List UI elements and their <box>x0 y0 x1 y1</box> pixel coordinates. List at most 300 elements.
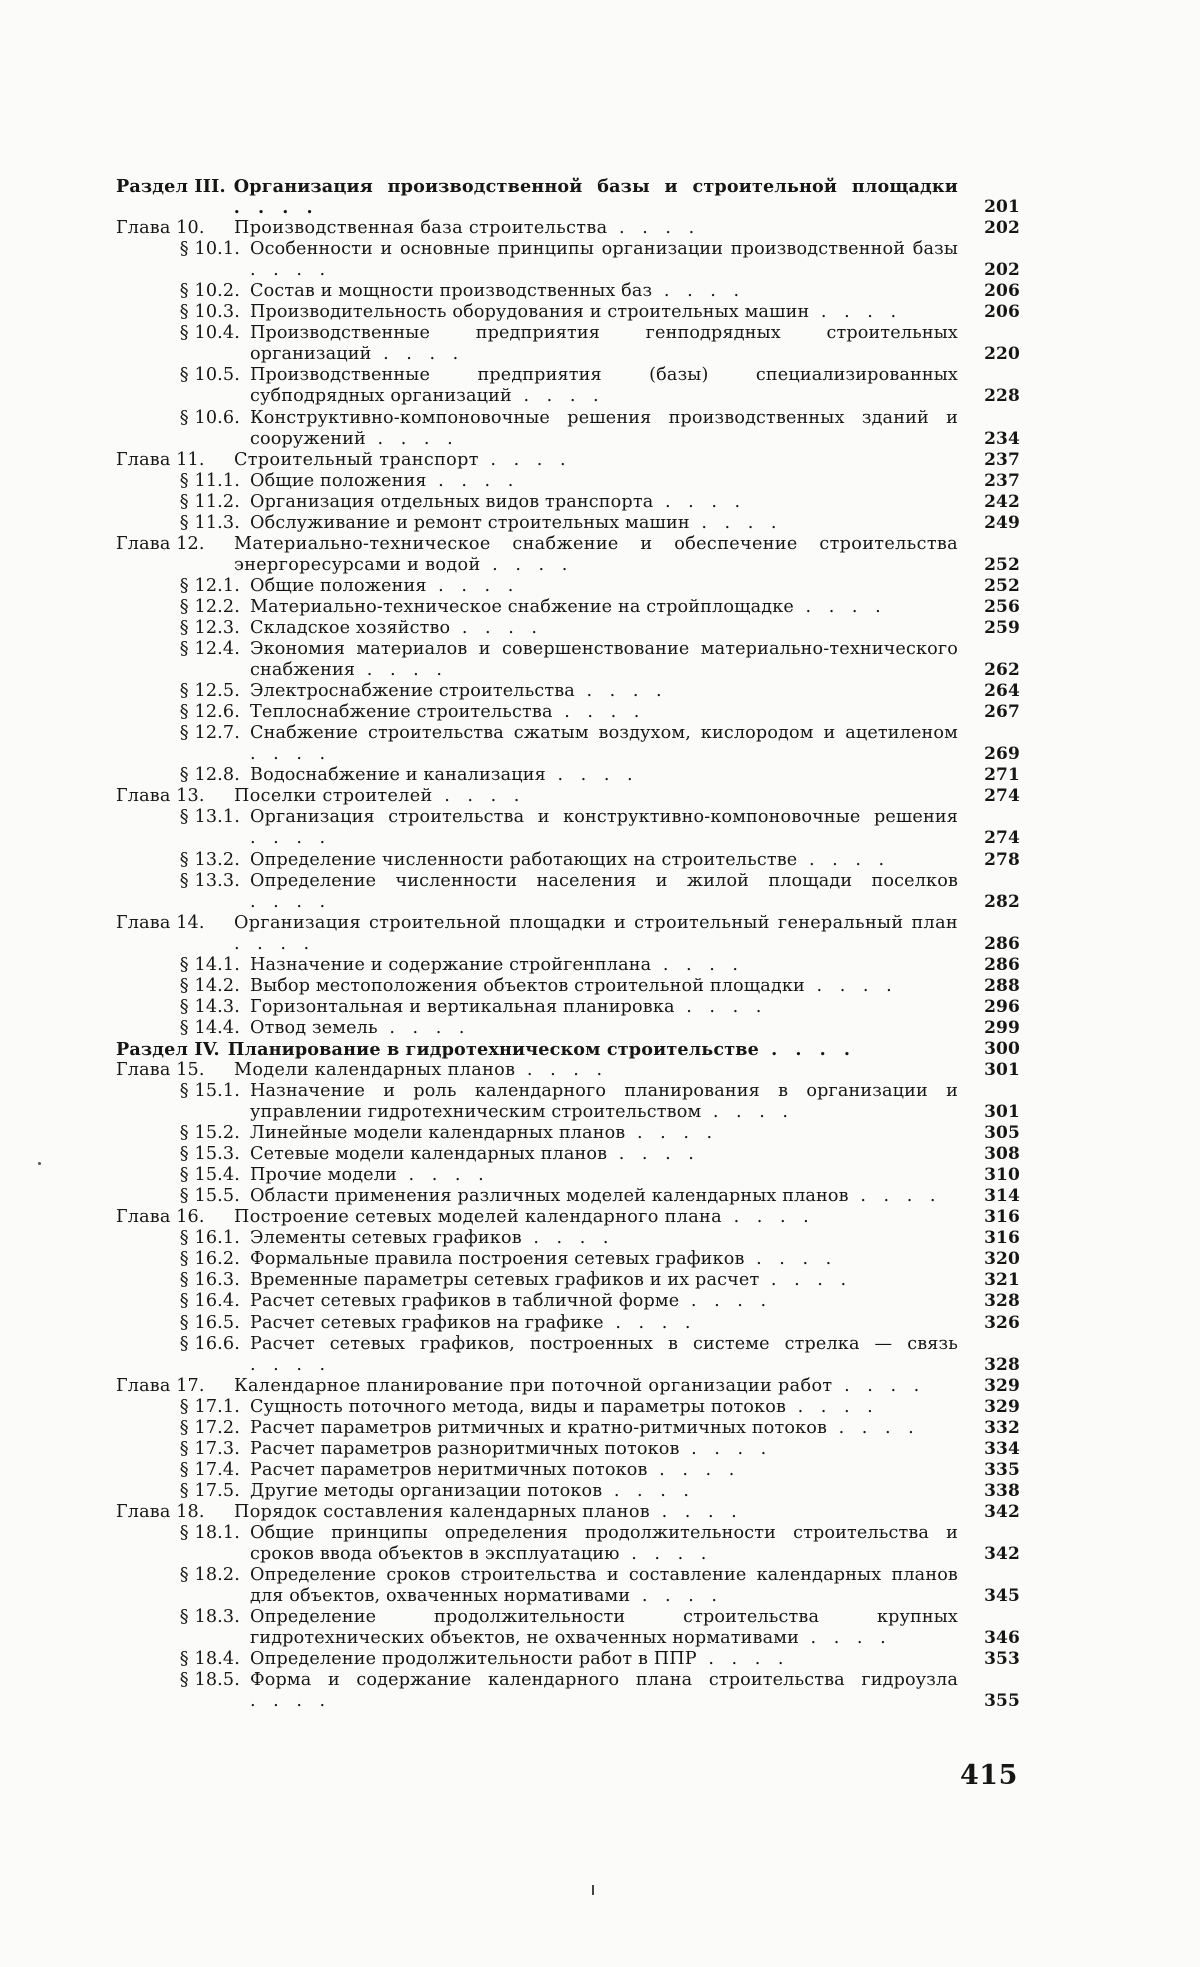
toc-entry-number: § 16.4. <box>179 1291 240 1312</box>
toc-entry-number: Глава 14. <box>116 912 205 933</box>
toc-page-number: 328 <box>984 1354 1020 1375</box>
toc-entry-title: Отвод земель . . . . <box>250 1017 471 1038</box>
toc-entry-number: Раздел IV. <box>116 1038 220 1060</box>
toc-entry-text <box>116 1123 958 1144</box>
toc-page-number: 271 <box>984 765 1020 786</box>
toc-entry-title: Расчет сетевых графиков в табличной форме . . . . <box>250 1291 773 1312</box>
toc-page-number: 278 <box>984 849 1020 870</box>
toc-leader-dots: . . . . <box>797 849 891 870</box>
toc-page-number: 267 <box>984 702 1020 723</box>
toc-page-number: 353 <box>984 1649 1020 1670</box>
toc-entry-text <box>116 1481 958 1502</box>
toc-leader-dots: . . . . <box>545 765 639 786</box>
toc-entry-title: Назначение и содержание стройгенплана . . . . <box>250 954 744 975</box>
toc-page-number: 237 <box>984 449 1020 470</box>
toc-entry-number: § 15.4. <box>179 1165 240 1186</box>
toc-entry-text <box>116 1081 958 1123</box>
toc-leader-dots: . . . . <box>647 1459 741 1480</box>
toc-chapter-entry <box>116 1060 1020 1081</box>
toc-leader-dots: . . . . <box>521 1228 615 1249</box>
toc-entry-number: § 18.4. <box>179 1649 240 1670</box>
toc-paragraph-entry <box>116 1649 1020 1670</box>
toc-page-number: 264 <box>984 681 1020 702</box>
toc-page-number: 346 <box>984 1628 1020 1649</box>
toc-entry-number: § 13.1. <box>179 807 240 828</box>
toc-page-number: 274 <box>984 828 1020 849</box>
toc-entry-text <box>116 534 958 576</box>
toc-entry-text <box>116 302 958 323</box>
toc-entry-number: Глава 15. <box>116 1059 205 1080</box>
toc-entry-number: § 16.5. <box>179 1312 240 1333</box>
toc-entry-title: Сущность поточного метода, виды и параметры потоков . . . . <box>250 1396 879 1417</box>
toc-page-number: 329 <box>984 1396 1020 1417</box>
toc-section-entry <box>116 1039 1020 1060</box>
toc-entry-title: Расчет сетевых графиков на графике . . . . <box>250 1312 697 1333</box>
toc-entry-number: § 10.1. <box>179 239 240 260</box>
toc-entry-title: Определение продолжительности работ в ППР . . . . <box>250 1649 790 1670</box>
toc-leader-dots: . . . . <box>721 1207 815 1228</box>
toc-page-number: 305 <box>984 1123 1020 1144</box>
toc-entry-text <box>116 1018 958 1039</box>
toc-entry-text <box>116 765 958 786</box>
toc-page-number: 206 <box>984 302 1020 323</box>
toc-entry-text <box>116 1165 958 1186</box>
toc-entry-text <box>116 850 958 871</box>
toc-page-number: 342 <box>984 1501 1020 1522</box>
toc-entry-text <box>116 1670 958 1712</box>
toc-entry-number: § 10.4. <box>179 323 240 344</box>
toc-paragraph-entry <box>116 1186 1020 1207</box>
toc-paragraph-entry <box>116 239 1020 281</box>
toc-paragraph-entry <box>116 1313 1020 1334</box>
toc-entry-title: Особенности и основные принципы организации производственной базы . . . . <box>250 239 958 281</box>
toc-paragraph-entry <box>116 471 1020 492</box>
toc-paragraph-entry <box>116 492 1020 513</box>
toc-entry-text <box>116 1039 958 1060</box>
toc-leader-dots: . . . . <box>250 1354 332 1375</box>
toc-paragraph-entry <box>116 1270 1020 1291</box>
toc-leader-dots: . . . . <box>250 891 332 912</box>
toc-entry-title: Организация отдельных видов транспорта . . . . <box>250 491 747 512</box>
toc-entry-text <box>116 1649 958 1670</box>
toc-entry-title: Определение продолжительности строительства крупных гидротехнических объектов, не охваченных нормативами . . . . <box>250 1607 958 1649</box>
toc-leader-dots: . . . . <box>234 933 316 954</box>
toc-chapter-entry <box>116 450 1020 471</box>
toc-entry-number: Раздел III. <box>116 176 226 197</box>
toc-entry-text <box>116 1249 958 1270</box>
toc-entry-text <box>116 1439 958 1460</box>
toc-paragraph-entry <box>116 639 1020 681</box>
toc-leader-dots: . . . . <box>450 617 544 638</box>
toc-page-number: 332 <box>984 1417 1020 1438</box>
toc-paragraph-entry <box>116 1565 1020 1607</box>
toc-leader-dots: . . . . <box>607 218 701 239</box>
toc-leader-dots: . . . . <box>679 1438 773 1459</box>
toc-leader-dots: . . . . <box>651 954 744 975</box>
toc-entry-title: Производительность оборудования и строительных машин . . . . <box>250 302 903 323</box>
scan-mark <box>592 1885 594 1895</box>
toc-paragraph-entry <box>116 1165 1020 1186</box>
toc-leader-dots: . . . . <box>355 660 448 681</box>
toc-entry-title: Складское хозяйство . . . . <box>250 617 544 638</box>
toc-entry-number: § 14.4. <box>179 1017 240 1038</box>
toc-leader-dots: . . . . <box>432 786 526 807</box>
toc-leader-dots: . . . . <box>511 386 605 407</box>
toc-paragraph-entry <box>116 1670 1020 1712</box>
toc-entry-number: § 12.5. <box>179 681 240 702</box>
toc-paragraph-entry <box>116 1228 1020 1249</box>
toc-entry-number: § 18.2. <box>179 1565 240 1586</box>
toc-entry-number: § 16.6. <box>179 1333 240 1354</box>
toc-paragraph-entry <box>116 618 1020 639</box>
toc-entry-number: § 12.6. <box>179 702 240 723</box>
toc-leader-dots: . . . . <box>250 744 332 765</box>
toc-paragraph-entry <box>116 1460 1020 1481</box>
toc-entry-title: Обслуживание и ремонт строительных машин . . . . <box>250 512 783 533</box>
toc-entry-title: Сетевые модели календарных планов . . . . <box>250 1144 700 1165</box>
toc-entry-title: Порядок составления календарных планов . . . . <box>234 1501 743 1522</box>
toc-entry-title: Общие положения . . . . <box>250 470 520 491</box>
toc-entry-title: Выбор местоположения объектов строительной площадки . . . . <box>250 975 898 996</box>
toc-entry-title: Общие положения . . . . <box>250 575 520 596</box>
toc-entry-text <box>116 323 958 365</box>
toc-page-number: 328 <box>984 1291 1020 1312</box>
toc-page-number: 252 <box>984 554 1020 575</box>
toc-entry-title: Временные параметры сетевых графиков и их расчет . . . . <box>250 1270 853 1291</box>
toc-paragraph-entry <box>116 1607 1020 1649</box>
toc-entry-title: Электроснабжение строительства . . . . <box>250 681 668 702</box>
toc-paragraph-entry <box>116 1418 1020 1439</box>
toc-leader-dots: . . . . <box>701 1102 795 1123</box>
toc-entry-number: Глава 11. <box>116 449 205 470</box>
toc-leader-dots: . . . . <box>804 975 898 996</box>
toc-entry-number: § 11.3. <box>179 512 240 533</box>
toc-entry-number: § 18.3. <box>179 1607 240 1628</box>
toc-entry-number: § 10.6. <box>179 407 240 428</box>
toc-entry-title: Формальные правила построения сетевых графиков . . . . <box>250 1249 838 1270</box>
toc-paragraph-entry <box>116 1439 1020 1460</box>
toc-entry-number: § 14.1. <box>179 954 240 975</box>
toc-entry-title: Форма и содержание календарного плана строительства гидроузла . . . . <box>250 1670 958 1712</box>
toc-leader-dots: . . . . <box>630 1586 723 1607</box>
toc-entry-text <box>116 1228 958 1249</box>
toc-leader-dots: . . . . <box>552 702 646 723</box>
toc-page-number: 201 <box>984 197 1020 218</box>
toc-entry-number: Глава 16. <box>116 1207 205 1228</box>
toc-entry-title: Строительный транспорт . . . . <box>234 449 572 470</box>
toc-entry-title: Состав и мощности производственных баз . . . . <box>250 281 746 302</box>
toc-paragraph-entry <box>116 1334 1020 1376</box>
toc-entry-text <box>116 1270 958 1291</box>
toc-chapter-entry <box>116 1207 1020 1228</box>
toc-page-number: 202 <box>984 260 1020 281</box>
toc-paragraph-entry <box>116 302 1020 323</box>
toc-paragraph-entry <box>116 1249 1020 1270</box>
toc-entry-title: Горизонтальная и вертикальная планировка . . . . <box>250 996 768 1017</box>
toc-paragraph-entry <box>116 408 1020 450</box>
toc-page-number: 286 <box>984 933 1020 954</box>
toc-paragraph-entry <box>116 765 1020 786</box>
toc-page-number: 345 <box>984 1586 1020 1607</box>
toc-entry-title: Построение сетевых моделей календарного плана . . . . <box>234 1207 815 1228</box>
toc-entry-text <box>116 997 958 1018</box>
toc-entry-text <box>116 1502 958 1523</box>
toc-page-number: 237 <box>984 470 1020 491</box>
toc-leader-dots: . . . . <box>515 1059 609 1080</box>
toc-entry-text <box>116 471 958 492</box>
toc-entry-text <box>116 597 958 618</box>
toc-page-number: 256 <box>984 596 1020 617</box>
toc-entry-text <box>116 871 958 913</box>
toc-entry-title: Прочие модели . . . . <box>250 1165 490 1186</box>
toc-entry-title: Планирование в гидротехническом строительстве . . . . <box>227 1038 857 1060</box>
toc-entry-number: § 10.2. <box>179 281 240 302</box>
toc-entry-text <box>116 1291 958 1312</box>
toc-entry-title: Организация производственной базы и строительной площадки . . . . <box>233 176 958 219</box>
toc-paragraph-entry <box>116 1523 1020 1565</box>
toc-page-number: 310 <box>984 1165 1020 1186</box>
toc-leader-dots: . . . . <box>574 681 668 702</box>
toc-page-number: 252 <box>984 575 1020 596</box>
toc-entry-number: § 14.2. <box>179 975 240 996</box>
toc-entry-title: Расчет сетевых графиков, построенных в системе стрелка — связь . . . . <box>250 1333 958 1375</box>
toc-paragraph-entry <box>116 1397 1020 1418</box>
table-of-contents <box>116 176 1020 1712</box>
toc-leader-dots: . . . . <box>396 1165 490 1186</box>
toc-entry-title: Области применения различных моделей календарных планов . . . . <box>250 1186 942 1207</box>
toc-leader-dots: . . . . <box>679 1291 773 1312</box>
toc-entry-number: § 15.3. <box>179 1144 240 1165</box>
toc-paragraph-entry <box>116 807 1020 849</box>
toc-page-number: 316 <box>984 1207 1020 1228</box>
toc-leader-dots: . . . . <box>653 491 747 512</box>
toc-entry-number: § 15.5. <box>179 1186 240 1207</box>
toc-entry-text <box>116 1376 958 1397</box>
toc-entry-title: Определение численности населения и жилой площади поселков . . . . <box>250 870 958 912</box>
toc-page-number: 334 <box>984 1438 1020 1459</box>
toc-chapter-entry <box>116 1502 1020 1523</box>
toc-page-number: 301 <box>984 1059 1020 1080</box>
toc-entry-text <box>116 1144 958 1165</box>
toc-entry-title: Поселки строителей . . . . <box>234 786 526 807</box>
toc-leader-dots: . . . . <box>793 596 887 617</box>
toc-entry-number: § 14.3. <box>179 996 240 1017</box>
toc-page-number: 329 <box>984 1375 1020 1396</box>
toc-page-number: 202 <box>984 218 1020 239</box>
toc-page-number: 282 <box>984 891 1020 912</box>
toc-entry-title: Водоснабжение и канализация . . . . <box>250 765 639 786</box>
toc-page-number: 228 <box>984 386 1020 407</box>
toc-entry-number: § 18.5. <box>179 1670 240 1691</box>
toc-entry-text <box>116 639 958 681</box>
toc-page-number: 321 <box>984 1270 1020 1291</box>
toc-entry-text <box>116 1186 958 1207</box>
toc-entry-text <box>116 1418 958 1439</box>
toc-paragraph-entry <box>116 955 1020 976</box>
toc-entry-number: § 12.1. <box>179 575 240 596</box>
toc-paragraph-entry <box>116 1291 1020 1312</box>
toc-leader-dots: . . . . <box>650 1501 743 1522</box>
toc-entry-title: Организация строительства и конструктивно-компоновочные решения . . . . <box>250 807 958 849</box>
toc-entry-title: Расчет параметров неритмичных потоков . . . . <box>250 1459 741 1480</box>
toc-entry-text <box>116 786 958 807</box>
toc-page-number: 320 <box>984 1249 1020 1270</box>
toc-entry-title: Определение численности работающих на строительстве . . . . <box>250 849 891 870</box>
toc-entry-title: Конструктивно-компоновочные решения производственных зданий и сооружений . . . . <box>250 407 958 449</box>
toc-entry-number: § 17.2. <box>179 1417 240 1438</box>
toc-entry-title: Элементы сетевых графиков . . . . <box>250 1228 615 1249</box>
toc-paragraph-entry <box>116 323 1020 365</box>
toc-leader-dots: . . . . <box>832 1375 926 1396</box>
toc-leader-dots: . . . . <box>809 302 903 323</box>
toc-section-entry <box>116 176 1020 218</box>
toc-paragraph-entry <box>116 513 1020 534</box>
toc-page-number: 301 <box>984 1102 1020 1123</box>
toc-entry-number: § 17.4. <box>179 1459 240 1480</box>
toc-entry-number: § 15.2. <box>179 1123 240 1144</box>
toc-paragraph-entry <box>116 576 1020 597</box>
toc-chapter-entry <box>116 786 1020 807</box>
toc-entry-number: § 13.2. <box>179 849 240 870</box>
toc-entry-text <box>116 807 958 849</box>
toc-paragraph-entry <box>116 997 1020 1018</box>
toc-leader-dots: . . . . <box>827 1417 920 1438</box>
toc-entry-number: § 11.2. <box>179 491 240 512</box>
toc-page-number: 262 <box>984 660 1020 681</box>
toc-entry-number: § 12.2. <box>179 596 240 617</box>
toc-chapter-entry <box>116 218 1020 239</box>
toc-leader-dots: . . . . <box>426 470 520 491</box>
toc-leader-dots: . . . . <box>602 1480 696 1501</box>
toc-chapter-entry <box>116 913 1020 955</box>
toc-entry-title: Экономия материалов и совершенствование материально-технического снабжения . . . . <box>250 639 958 681</box>
toc-entry-text <box>116 1460 958 1481</box>
toc-entry-text <box>116 1313 958 1334</box>
toc-paragraph-entry <box>116 976 1020 997</box>
toc-leader-dots: . . . . <box>652 281 746 302</box>
toc-leader-dots: . . . . <box>426 575 520 596</box>
toc-entry-number: Глава 12. <box>116 533 205 554</box>
toc-page-number: 269 <box>984 744 1020 765</box>
toc-leader-dots: . . . . <box>689 512 783 533</box>
toc-entry-number: § 16.2. <box>179 1249 240 1270</box>
toc-entry-text <box>116 176 958 218</box>
toc-entry-number: § 12.8. <box>179 765 240 786</box>
toc-leader-dots: . . . . <box>696 1649 790 1670</box>
toc-entry-number: § 12.7. <box>179 723 240 744</box>
toc-leader-dots: . . . . <box>250 828 332 849</box>
toc-leader-dots: . . . . <box>371 344 465 365</box>
scan-speck <box>38 1162 41 1165</box>
toc-leader-dots: . . . . <box>759 1038 857 1060</box>
toc-entry-text <box>116 576 958 597</box>
toc-entry-text <box>116 702 958 723</box>
toc-leader-dots: . . . . <box>365 428 459 449</box>
toc-entry-text <box>116 955 958 976</box>
toc-entry-text <box>116 408 958 450</box>
toc-paragraph-entry <box>116 1018 1020 1039</box>
toc-page-number: 299 <box>984 1017 1020 1038</box>
toc-page-number: 316 <box>984 1228 1020 1249</box>
page-number: 415 <box>960 1760 1018 1791</box>
toc-entry-title: Общие принципы определения продолжительности строительства и сроков ввода объектов в эксплуатацию . . . . <box>250 1523 958 1565</box>
toc-entry-number: § 11.1. <box>179 470 240 491</box>
toc-paragraph-entry <box>116 702 1020 723</box>
toc-entry-number: § 18.1. <box>179 1523 240 1543</box>
toc-entry-text <box>116 1523 958 1565</box>
toc-leader-dots: . . . . <box>250 260 332 281</box>
toc-entry-text <box>116 1207 958 1228</box>
toc-entry-text <box>116 513 958 534</box>
toc-entry-title: Назначение и роль календарного планирования в организации и управлении гидротехническим строительством . . . . <box>250 1081 958 1123</box>
toc-leader-dots: . . . . <box>744 1249 838 1270</box>
toc-page-number: 288 <box>984 975 1020 996</box>
toc-entry-text <box>116 1060 958 1081</box>
toc-page-number: 335 <box>984 1459 1020 1480</box>
toc-entry-text <box>116 913 958 955</box>
toc-entry-number: § 17.5. <box>179 1480 240 1501</box>
toc-paragraph-entry <box>116 1481 1020 1502</box>
toc-entry-title: Определение сроков строительства и составление календарных планов для объектов, охваченных нормативами . . . . <box>250 1565 958 1607</box>
toc-paragraph-entry <box>116 1123 1020 1144</box>
toc-entry-title: Линейные модели календарных планов . . . . <box>250 1123 719 1144</box>
toc-page-number: 314 <box>984 1186 1020 1207</box>
toc-leader-dots: . . . . <box>478 449 572 470</box>
toc-page-number: 355 <box>984 1691 1020 1712</box>
toc-chapter-entry <box>116 534 1020 576</box>
toc-entry-title: Теплоснабжение строительства . . . . <box>250 702 646 723</box>
toc-leader-dots: . . . . <box>674 996 768 1017</box>
toc-entry-number: Глава 10. <box>116 218 205 239</box>
toc-entry-title: Календарное планирование при поточной организации работ . . . . <box>234 1375 926 1396</box>
toc-entry-text <box>116 239 958 281</box>
toc-leader-dots: . . . . <box>607 1144 700 1165</box>
toc-leader-dots: . . . . <box>250 1691 332 1712</box>
toc-entry-number: § 17.3. <box>179 1438 240 1459</box>
toc-entry-text <box>116 365 958 407</box>
toc-page-number: 259 <box>984 617 1020 638</box>
toc-paragraph-entry <box>116 1081 1020 1123</box>
toc-entry-text <box>116 976 958 997</box>
toc-paragraph-entry <box>116 871 1020 913</box>
toc-entry-text <box>116 492 958 513</box>
toc-entry-title: Производственные предприятия (базы) специализированных субподрядных организаций . . . . <box>250 365 958 407</box>
toc-page-number: 234 <box>984 428 1020 449</box>
toc-page-number: 220 <box>984 344 1020 365</box>
toc-paragraph-entry <box>116 1144 1020 1165</box>
toc-entry-text <box>116 218 958 239</box>
toc-leader-dots: . . . . <box>848 1186 942 1207</box>
toc-page-number: 296 <box>984 996 1020 1017</box>
toc-page-number: 326 <box>984 1312 1020 1333</box>
toc-page-number: 338 <box>984 1480 1020 1501</box>
toc-entry-title: Производственная база строительства . . . . <box>234 218 701 239</box>
toc-entry-text <box>116 681 958 702</box>
toc-leader-dots: . . . . <box>619 1544 713 1565</box>
toc-leader-dots: . . . . <box>377 1017 471 1038</box>
toc-entry-title: Расчет параметров ритмичных и кратно-ритмичных потоков . . . . <box>250 1417 920 1438</box>
toc-entry-number: § 10.3. <box>179 302 240 323</box>
toc-page-number: 308 <box>984 1144 1020 1165</box>
toc-entry-text <box>116 281 958 302</box>
toc-entry-text <box>116 1397 958 1418</box>
toc-page-number: 300 <box>984 1038 1020 1059</box>
toc-entry-number: § 16.1. <box>179 1228 240 1249</box>
toc-chapter-entry <box>116 1376 1020 1397</box>
toc-leader-dots: . . . . <box>759 1270 853 1291</box>
toc-entry-title: Организация строительной площадки и строительный генеральный план . . . . <box>234 912 958 954</box>
toc-entry-text <box>116 618 958 639</box>
